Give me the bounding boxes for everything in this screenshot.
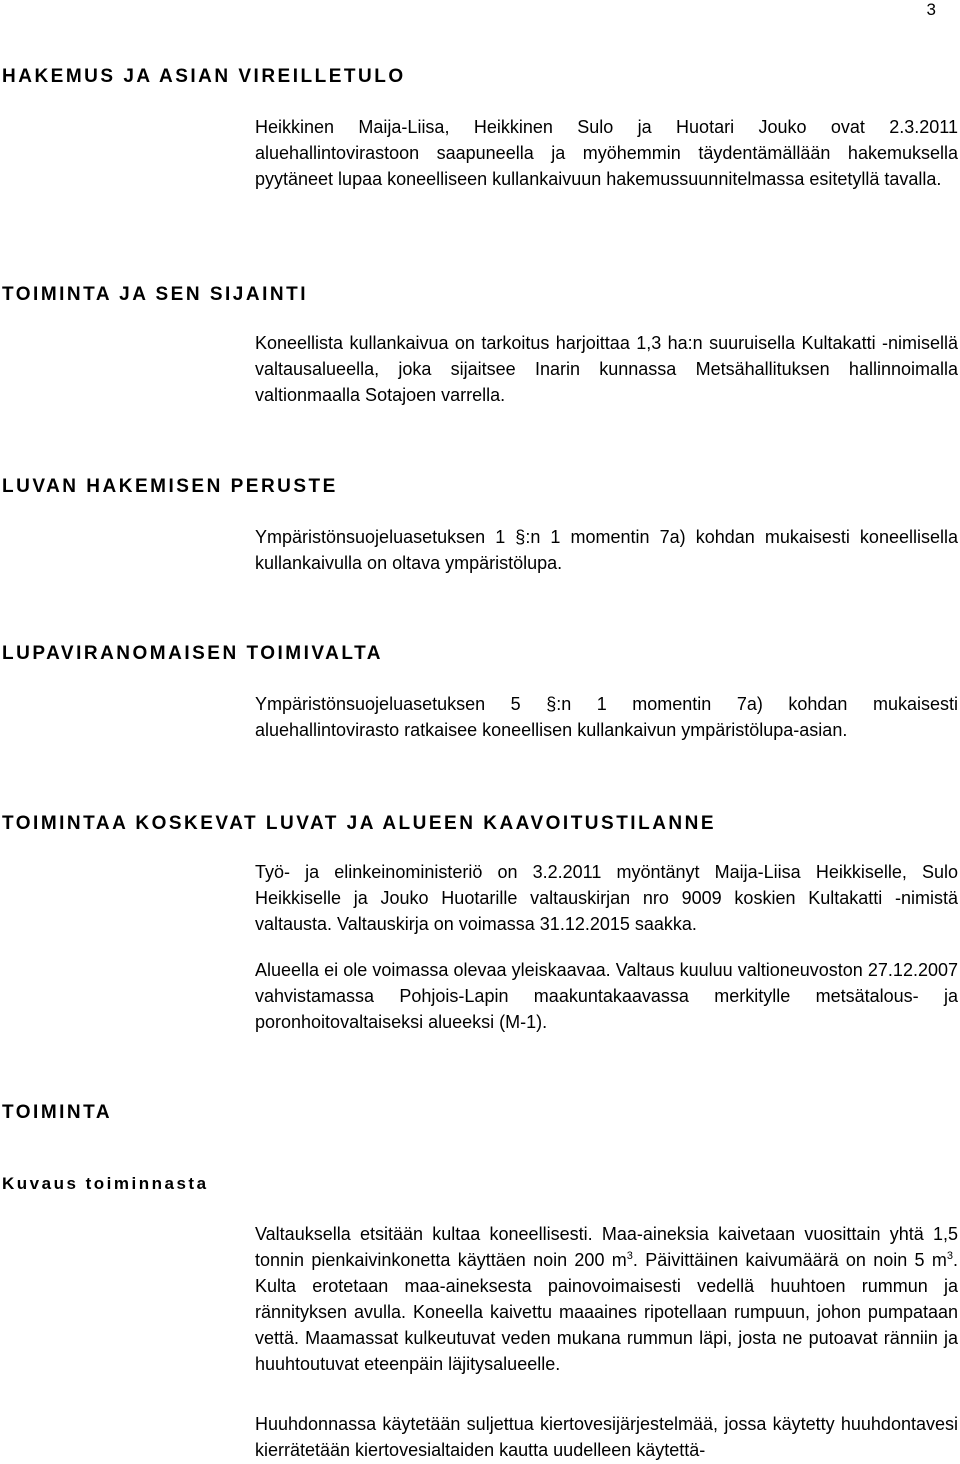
section-heading-operation-location: TOIMINTA JA SEN SIJAINTI — [2, 284, 308, 305]
text-run: . Päivittäinen kaivumäärä on noin 5 m — [632, 1250, 947, 1270]
section-heading-operation: TOIMINTA — [2, 1102, 113, 1123]
subheading-operation-description: Kuvaus toiminnasta — [2, 1174, 209, 1193]
section-heading-permit-basis: LUVAN HAKEMISEN PERUSTE — [2, 476, 338, 497]
paragraph-authority: Ympäristönsuojeluasetuksen 5 §:n 1 momentin 7a) kohdan mukaisesti aluehallintovirasto ratkaisee koneellisen kullankaivun ympäristölupa-asian. — [255, 694, 958, 740]
superscript: 3 — [626, 1250, 633, 1262]
paragraph-permits: Työ- ja elinkeinoministeriö on 3.2.2011 myöntänyt Maija-Liisa Heikkiselle, Sulo Heikkiselle ja Jouko Huotarille valtauskirjan nro 9009 koskien Kultakatti -nimistä valtausta. Valtauskirja on voimassa 31.12.2015 saakka. — [255, 862, 958, 934]
paragraph-application: Heikkinen Maija-Liisa, Heikkinen Sulo ja Huotari Jouko ovat 2.3.2011 aluehallintovirastoon saapuneella ja myöhemmin täydentämällään hakemuksella pyytäneet lupaa koneelliseen kullankaivuun hakemussuunnitelmassa esitetyllä tavalla. — [255, 117, 958, 189]
paragraph-rinsing: Huuhdonnassa käytetään suljettua kiertovesijärjestelmää, jossa käytetty huuhdontavesi kierrätetään kiertovesialtaiden kautta uudelleen käytettä- — [255, 1414, 958, 1460]
page-number: 3 — [926, 0, 936, 19]
section-heading-permits-zoning: TOIMINTAA KOSKEVAT LUVAT JA ALUEEN KAAVOITUSTILANNE — [2, 813, 717, 834]
section-heading-authority: LUPAVIRANOMAISEN TOIMIVALTA — [2, 643, 383, 664]
section-heading-application: HAKEMUS JA ASIAN VIREILLETULO — [2, 66, 406, 87]
paragraph-operation-location: Koneellista kullankaivua on tarkoitus harjoittaa 1,3 ha:n suuruisella Kultakatti -nimisellä valtausalueella, joka sijaitsee Inarin kunnassa Metsähallituksen hallinnoimalla valtionmaalla Sotajoen varrella. — [255, 333, 958, 405]
paragraph-operation-description — [255, 1221, 958, 1377]
superscript: 3 — [946, 1250, 953, 1262]
paragraph-permit-basis: Ympäristönsuojeluasetuksen 1 §:n 1 momentin 7a) kohdan mukaisesti koneellisella kullankaivulla on oltava ympäristölupa. — [255, 527, 958, 573]
text-run: . Kulta erotetaan maa-aineksesta painovoimaisesti vedellä huuhtoen rummun ja rännityksen avulla. Koneella kaivettu maaaines ripotellaan rumpuun, johon pumpataan vettä. Maamassat kulkeutuvat veden mukana rummun läpi, josta ne putoavat ränniin ja huuhtoutuvat eteenpäin läjitysalueelle. — [255, 1250, 959, 1374]
paragraph-zoning: Alueella ei ole voimassa olevaa yleiskaavaa. Valtaus kuuluu valtioneuvoston 27.12.2007 vahvistamassa Pohjois-Lapin maakuntakaavassa merkitylle metsätalous- ja poronhoitovaltaiseksi alueeksi (M-1). — [255, 960, 958, 1032]
text-run: Valtauksella etsitään kultaa koneellisesti. Maa-aineksia kaivetaan vuosittain yhtä 1,5 tonnin pienkaivinkonetta käyttäen noin 200 m — [255, 1224, 958, 1270]
